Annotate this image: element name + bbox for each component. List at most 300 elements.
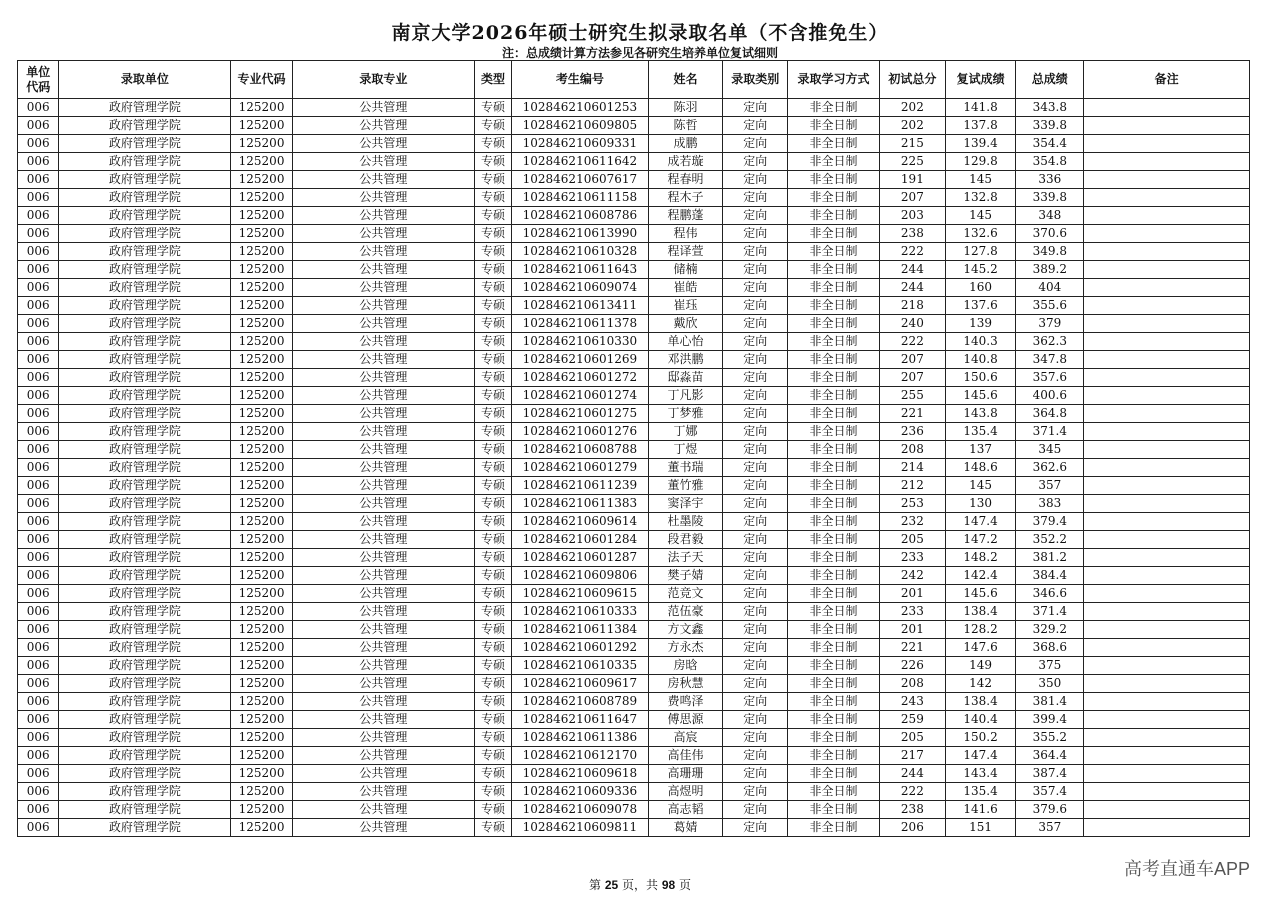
type-cell: 专硕 bbox=[474, 423, 511, 441]
exam-id-cell: 102846210608788 bbox=[512, 441, 648, 459]
type-cell: 专硕 bbox=[474, 99, 511, 117]
header-total-score: 总成绩 bbox=[1016, 61, 1084, 99]
unit-cell: 政府管理学院 bbox=[59, 477, 231, 495]
name-cell: 法子天 bbox=[648, 549, 723, 567]
total-page-number: 98 bbox=[661, 878, 676, 892]
remarks-cell bbox=[1084, 693, 1250, 711]
major-cell: 公共管理 bbox=[292, 189, 474, 207]
initial-score-cell: 203 bbox=[880, 207, 946, 225]
major-cell: 公共管理 bbox=[292, 531, 474, 549]
exam-id-cell: 102846210601279 bbox=[512, 459, 648, 477]
type-cell: 专硕 bbox=[474, 495, 511, 513]
unit-cell: 政府管理学院 bbox=[59, 117, 231, 135]
unit-code-cell: 006 bbox=[18, 675, 59, 693]
unit-code-cell: 006 bbox=[18, 387, 59, 405]
unit-code-cell: 006 bbox=[18, 171, 59, 189]
admit-category-cell: 定向 bbox=[723, 315, 788, 333]
name-cell: 房秋慧 bbox=[648, 675, 723, 693]
unit-cell: 政府管理学院 bbox=[59, 333, 231, 351]
initial-score-cell: 238 bbox=[880, 225, 946, 243]
table-row bbox=[18, 729, 1250, 747]
table-row bbox=[18, 801, 1250, 819]
table-header-row bbox=[18, 61, 1250, 99]
table-row bbox=[18, 495, 1250, 513]
major-cell: 公共管理 bbox=[292, 99, 474, 117]
exam-id-cell: 102846210609617 bbox=[512, 675, 648, 693]
remarks-cell bbox=[1084, 333, 1250, 351]
exam-id-cell: 102846210601272 bbox=[512, 369, 648, 387]
table-row bbox=[18, 351, 1250, 369]
table-row bbox=[18, 603, 1250, 621]
major-code-cell: 125200 bbox=[231, 207, 293, 225]
initial-score-cell: 222 bbox=[880, 783, 946, 801]
admit-category-cell: 定向 bbox=[723, 693, 788, 711]
type-cell: 专硕 bbox=[474, 225, 511, 243]
table-row bbox=[18, 333, 1250, 351]
table-row bbox=[18, 675, 1250, 693]
type-cell: 专硕 bbox=[474, 297, 511, 315]
total-score-cell: 357 bbox=[1016, 477, 1084, 495]
total-score-cell: 389.2 bbox=[1016, 261, 1084, 279]
study-mode-cell: 非全日制 bbox=[788, 567, 880, 585]
type-cell: 专硕 bbox=[474, 585, 511, 603]
table-row bbox=[18, 567, 1250, 585]
initial-score-cell: 226 bbox=[880, 657, 946, 675]
major-cell: 公共管理 bbox=[292, 585, 474, 603]
remarks-cell bbox=[1084, 531, 1250, 549]
footer-middle: 页，共 bbox=[618, 878, 662, 892]
study-mode-cell: 非全日制 bbox=[788, 117, 880, 135]
unit-code-cell: 006 bbox=[18, 657, 59, 675]
unit-code-cell: 006 bbox=[18, 117, 59, 135]
remarks-cell bbox=[1084, 99, 1250, 117]
exam-id-cell: 102846210608789 bbox=[512, 693, 648, 711]
admit-category-cell: 定向 bbox=[723, 711, 788, 729]
unit-cell: 政府管理学院 bbox=[59, 405, 231, 423]
unit-code-cell: 006 bbox=[18, 585, 59, 603]
major-code-cell: 125200 bbox=[231, 657, 293, 675]
document-note: 注：总成绩计算方法参见各研究生培养单位复试细则 bbox=[501, 46, 778, 60]
initial-score-cell: 232 bbox=[880, 513, 946, 531]
name-cell: 程译萱 bbox=[648, 243, 723, 261]
remarks-cell bbox=[1084, 585, 1250, 603]
retest-score-cell: 147.2 bbox=[945, 531, 1016, 549]
table-row bbox=[18, 549, 1250, 567]
remarks-cell bbox=[1084, 567, 1250, 585]
remarks-cell bbox=[1084, 675, 1250, 693]
name-cell: 费鸣泽 bbox=[648, 693, 723, 711]
unit-code-cell: 006 bbox=[18, 783, 59, 801]
exam-id-cell: 102846210611384 bbox=[512, 621, 648, 639]
unit-code-cell: 006 bbox=[18, 369, 59, 387]
admit-category-cell: 定向 bbox=[723, 621, 788, 639]
study-mode-cell: 非全日制 bbox=[788, 261, 880, 279]
study-mode-cell: 非全日制 bbox=[788, 657, 880, 675]
initial-score-cell: 255 bbox=[880, 387, 946, 405]
remarks-cell bbox=[1084, 495, 1250, 513]
remarks-cell bbox=[1084, 279, 1250, 297]
table-row bbox=[18, 261, 1250, 279]
page-footer bbox=[0, 876, 1280, 893]
unit-cell: 政府管理学院 bbox=[59, 801, 231, 819]
admit-category-cell: 定向 bbox=[723, 549, 788, 567]
major-code-cell: 125200 bbox=[231, 171, 293, 189]
study-mode-cell: 非全日制 bbox=[788, 729, 880, 747]
unit-cell: 政府管理学院 bbox=[59, 207, 231, 225]
major-cell: 公共管理 bbox=[292, 711, 474, 729]
table-row bbox=[18, 315, 1250, 333]
major-code-cell: 125200 bbox=[231, 279, 293, 297]
total-score-cell: 343.8 bbox=[1016, 99, 1084, 117]
study-mode-cell: 非全日制 bbox=[788, 225, 880, 243]
unit-code-cell: 006 bbox=[18, 243, 59, 261]
name-cell: 高宸 bbox=[648, 729, 723, 747]
total-score-cell: 364.8 bbox=[1016, 405, 1084, 423]
name-cell: 陈羽 bbox=[648, 99, 723, 117]
total-score-cell: 368.6 bbox=[1016, 639, 1084, 657]
name-cell: 丁煜 bbox=[648, 441, 723, 459]
major-cell: 公共管理 bbox=[292, 315, 474, 333]
type-cell: 专硕 bbox=[474, 261, 511, 279]
exam-id-cell: 102846210610335 bbox=[512, 657, 648, 675]
unit-cell: 政府管理学院 bbox=[59, 315, 231, 333]
total-score-cell: 400.6 bbox=[1016, 387, 1084, 405]
major-cell: 公共管理 bbox=[292, 801, 474, 819]
unit-code-cell: 006 bbox=[18, 207, 59, 225]
study-mode-cell: 非全日制 bbox=[788, 783, 880, 801]
type-cell: 专硕 bbox=[474, 477, 511, 495]
major-code-cell: 125200 bbox=[231, 711, 293, 729]
type-cell: 专硕 bbox=[474, 783, 511, 801]
study-mode-cell: 非全日制 bbox=[788, 603, 880, 621]
admit-category-cell: 定向 bbox=[723, 819, 788, 837]
study-mode-cell: 非全日制 bbox=[788, 549, 880, 567]
major-code-cell: 125200 bbox=[231, 549, 293, 567]
major-code-cell: 125200 bbox=[231, 675, 293, 693]
total-score-cell: 387.4 bbox=[1016, 765, 1084, 783]
exam-id-cell: 102846210609805 bbox=[512, 117, 648, 135]
major-cell: 公共管理 bbox=[292, 639, 474, 657]
unit-cell: 政府管理学院 bbox=[59, 297, 231, 315]
major-cell: 公共管理 bbox=[292, 747, 474, 765]
table-row bbox=[18, 765, 1250, 783]
remarks-cell bbox=[1084, 153, 1250, 171]
exam-id-cell: 102846210613411 bbox=[512, 297, 648, 315]
table-row bbox=[18, 657, 1250, 675]
remarks-cell bbox=[1084, 369, 1250, 387]
type-cell: 专硕 bbox=[474, 711, 511, 729]
total-score-cell: 364.4 bbox=[1016, 747, 1084, 765]
type-cell: 专硕 bbox=[474, 567, 511, 585]
initial-score-cell: 201 bbox=[880, 621, 946, 639]
table-row bbox=[18, 783, 1250, 801]
total-score-cell: 357.6 bbox=[1016, 369, 1084, 387]
major-cell: 公共管理 bbox=[292, 153, 474, 171]
initial-score-cell: 225 bbox=[880, 153, 946, 171]
retest-score-cell: 127.8 bbox=[945, 243, 1016, 261]
header-study-mode: 录取学习方式 bbox=[788, 61, 880, 99]
major-code-cell: 125200 bbox=[231, 261, 293, 279]
major-code-cell: 125200 bbox=[231, 729, 293, 747]
header-retest-score: 复试成绩 bbox=[945, 61, 1016, 99]
study-mode-cell: 非全日制 bbox=[788, 189, 880, 207]
major-code-cell: 125200 bbox=[231, 333, 293, 351]
major-cell: 公共管理 bbox=[292, 369, 474, 387]
remarks-cell bbox=[1084, 711, 1250, 729]
retest-score-cell: 128.2 bbox=[945, 621, 1016, 639]
total-score-cell: 339.8 bbox=[1016, 189, 1084, 207]
major-code-cell: 125200 bbox=[231, 369, 293, 387]
study-mode-cell: 非全日制 bbox=[788, 333, 880, 351]
major-code-cell: 125200 bbox=[231, 585, 293, 603]
unit-code-cell: 006 bbox=[18, 693, 59, 711]
table-row bbox=[18, 585, 1250, 603]
header-admit-category: 录取类别 bbox=[723, 61, 788, 99]
exam-id-cell: 102846210601284 bbox=[512, 531, 648, 549]
initial-score-cell: 244 bbox=[880, 765, 946, 783]
table-row bbox=[18, 369, 1250, 387]
initial-score-cell: 206 bbox=[880, 819, 946, 837]
major-cell: 公共管理 bbox=[292, 783, 474, 801]
retest-score-cell: 130 bbox=[945, 495, 1016, 513]
retest-score-cell: 142 bbox=[945, 675, 1016, 693]
major-cell: 公共管理 bbox=[292, 207, 474, 225]
type-cell: 专硕 bbox=[474, 135, 511, 153]
table-row bbox=[18, 117, 1250, 135]
name-cell: 方文鑫 bbox=[648, 621, 723, 639]
table-row bbox=[18, 207, 1250, 225]
initial-score-cell: 208 bbox=[880, 675, 946, 693]
admit-category-cell: 定向 bbox=[723, 369, 788, 387]
unit-code-cell: 006 bbox=[18, 477, 59, 495]
study-mode-cell: 非全日制 bbox=[788, 477, 880, 495]
total-score-cell: 370.6 bbox=[1016, 225, 1084, 243]
remarks-cell bbox=[1084, 135, 1250, 153]
study-mode-cell: 非全日制 bbox=[788, 423, 880, 441]
retest-score-cell: 138.4 bbox=[945, 603, 1016, 621]
major-code-cell: 125200 bbox=[231, 567, 293, 585]
remarks-cell bbox=[1084, 477, 1250, 495]
unit-cell: 政府管理学院 bbox=[59, 603, 231, 621]
major-cell: 公共管理 bbox=[292, 693, 474, 711]
unit-code-cell: 006 bbox=[18, 333, 59, 351]
type-cell: 专硕 bbox=[474, 459, 511, 477]
study-mode-cell: 非全日制 bbox=[788, 405, 880, 423]
exam-id-cell: 102846210611158 bbox=[512, 189, 648, 207]
initial-score-cell: 238 bbox=[880, 801, 946, 819]
name-cell: 房晗 bbox=[648, 657, 723, 675]
initial-score-cell: 240 bbox=[880, 315, 946, 333]
study-mode-cell: 非全日制 bbox=[788, 351, 880, 369]
major-cell: 公共管理 bbox=[292, 513, 474, 531]
study-mode-cell: 非全日制 bbox=[788, 585, 880, 603]
unit-code-cell: 006 bbox=[18, 765, 59, 783]
unit-code-cell: 006 bbox=[18, 711, 59, 729]
type-cell: 专硕 bbox=[474, 117, 511, 135]
exam-id-cell: 102846210611239 bbox=[512, 477, 648, 495]
major-code-cell: 125200 bbox=[231, 387, 293, 405]
name-cell: 高煜明 bbox=[648, 783, 723, 801]
initial-score-cell: 259 bbox=[880, 711, 946, 729]
admit-category-cell: 定向 bbox=[723, 153, 788, 171]
retest-score-cell: 129.8 bbox=[945, 153, 1016, 171]
unit-cell: 政府管理学院 bbox=[59, 549, 231, 567]
exam-id-cell: 102846210601276 bbox=[512, 423, 648, 441]
major-cell: 公共管理 bbox=[292, 459, 474, 477]
major-cell: 公共管理 bbox=[292, 423, 474, 441]
name-cell: 成若璇 bbox=[648, 153, 723, 171]
unit-cell: 政府管理学院 bbox=[59, 189, 231, 207]
initial-score-cell: 207 bbox=[880, 189, 946, 207]
total-score-cell: 399.4 bbox=[1016, 711, 1084, 729]
exam-id-cell: 102846210611642 bbox=[512, 153, 648, 171]
total-score-cell: 381.2 bbox=[1016, 549, 1084, 567]
major-cell: 公共管理 bbox=[292, 243, 474, 261]
initial-score-cell: 191 bbox=[880, 171, 946, 189]
remarks-cell bbox=[1084, 459, 1250, 477]
major-code-cell: 125200 bbox=[231, 693, 293, 711]
table-row bbox=[18, 225, 1250, 243]
table-row bbox=[18, 747, 1250, 765]
table-row bbox=[18, 243, 1250, 261]
major-cell: 公共管理 bbox=[292, 261, 474, 279]
major-code-cell: 125200 bbox=[231, 801, 293, 819]
unit-code-cell: 006 bbox=[18, 495, 59, 513]
document-title: 南京大学2026年硕士研究生拟录取名单（不含推免生） bbox=[391, 22, 889, 44]
name-cell: 范竞文 bbox=[648, 585, 723, 603]
retest-score-cell: 140.4 bbox=[945, 711, 1016, 729]
total-score-cell: 345 bbox=[1016, 441, 1084, 459]
unit-cell: 政府管理学院 bbox=[59, 369, 231, 387]
unit-code-cell: 006 bbox=[18, 405, 59, 423]
initial-score-cell: 236 bbox=[880, 423, 946, 441]
unit-code-cell: 006 bbox=[18, 549, 59, 567]
initial-score-cell: 217 bbox=[880, 747, 946, 765]
type-cell: 专硕 bbox=[474, 171, 511, 189]
major-code-cell: 125200 bbox=[231, 153, 293, 171]
major-cell: 公共管理 bbox=[292, 729, 474, 747]
retest-score-cell: 143.4 bbox=[945, 765, 1016, 783]
unit-code-cell: 006 bbox=[18, 639, 59, 657]
major-code-cell: 125200 bbox=[231, 819, 293, 837]
type-cell: 专硕 bbox=[474, 189, 511, 207]
table-row bbox=[18, 477, 1250, 495]
major-cell: 公共管理 bbox=[292, 567, 474, 585]
major-code-cell: 125200 bbox=[231, 495, 293, 513]
total-score-cell: 384.4 bbox=[1016, 567, 1084, 585]
remarks-cell bbox=[1084, 801, 1250, 819]
remarks-cell bbox=[1084, 225, 1250, 243]
retest-score-cell: 143.8 bbox=[945, 405, 1016, 423]
unit-code-cell: 006 bbox=[18, 441, 59, 459]
remarks-cell bbox=[1084, 621, 1250, 639]
initial-score-cell: 215 bbox=[880, 135, 946, 153]
major-cell: 公共管理 bbox=[292, 225, 474, 243]
type-cell: 专硕 bbox=[474, 765, 511, 783]
retest-score-cell: 142.4 bbox=[945, 567, 1016, 585]
total-score-cell: 336 bbox=[1016, 171, 1084, 189]
retest-score-cell: 150.2 bbox=[945, 729, 1016, 747]
major-code-cell: 125200 bbox=[231, 621, 293, 639]
unit-cell: 政府管理学院 bbox=[59, 441, 231, 459]
major-code-cell: 125200 bbox=[231, 531, 293, 549]
major-cell: 公共管理 bbox=[292, 279, 474, 297]
table-row bbox=[18, 153, 1250, 171]
remarks-cell bbox=[1084, 405, 1250, 423]
retest-score-cell: 137 bbox=[945, 441, 1016, 459]
exam-id-cell: 102846210609615 bbox=[512, 585, 648, 603]
header-initial-score: 初试总分 bbox=[880, 61, 946, 99]
major-code-cell: 125200 bbox=[231, 747, 293, 765]
study-mode-cell: 非全日制 bbox=[788, 369, 880, 387]
total-score-cell: 362.3 bbox=[1016, 333, 1084, 351]
unit-cell: 政府管理学院 bbox=[59, 783, 231, 801]
type-cell: 专硕 bbox=[474, 153, 511, 171]
type-cell: 专硕 bbox=[474, 387, 511, 405]
unit-code-cell: 006 bbox=[18, 153, 59, 171]
major-code-cell: 125200 bbox=[231, 297, 293, 315]
name-cell: 窦泽宇 bbox=[648, 495, 723, 513]
retest-score-cell: 149 bbox=[945, 657, 1016, 675]
table-row bbox=[18, 189, 1250, 207]
unit-code-cell: 006 bbox=[18, 801, 59, 819]
major-code-cell: 125200 bbox=[231, 189, 293, 207]
unit-cell: 政府管理学院 bbox=[59, 567, 231, 585]
retest-score-cell: 139.4 bbox=[945, 135, 1016, 153]
initial-score-cell: 202 bbox=[880, 117, 946, 135]
major-code-cell: 125200 bbox=[231, 405, 293, 423]
unit-cell: 政府管理学院 bbox=[59, 261, 231, 279]
retest-score-cell: 148.6 bbox=[945, 459, 1016, 477]
type-cell: 专硕 bbox=[474, 747, 511, 765]
remarks-cell bbox=[1084, 729, 1250, 747]
retest-score-cell: 141.8 bbox=[945, 99, 1016, 117]
total-score-cell: 346.6 bbox=[1016, 585, 1084, 603]
remarks-cell bbox=[1084, 315, 1250, 333]
unit-cell: 政府管理学院 bbox=[59, 711, 231, 729]
remarks-cell bbox=[1084, 783, 1250, 801]
type-cell: 专硕 bbox=[474, 315, 511, 333]
retest-score-cell: 135.4 bbox=[945, 423, 1016, 441]
header-major-code: 专业代码 bbox=[231, 61, 293, 99]
exam-id-cell: 102846210601253 bbox=[512, 99, 648, 117]
exam-id-cell: 102846210609806 bbox=[512, 567, 648, 585]
table-row bbox=[18, 297, 1250, 315]
remarks-cell bbox=[1084, 549, 1250, 567]
major-cell: 公共管理 bbox=[292, 351, 474, 369]
table-body bbox=[18, 99, 1250, 837]
unit-code-cell: 006 bbox=[18, 513, 59, 531]
major-cell: 公共管理 bbox=[292, 387, 474, 405]
table-row bbox=[18, 387, 1250, 405]
header-type: 类型 bbox=[474, 61, 511, 99]
name-cell: 高佳伟 bbox=[648, 747, 723, 765]
type-cell: 专硕 bbox=[474, 675, 511, 693]
name-cell: 成鹏 bbox=[648, 135, 723, 153]
exam-id-cell: 102846210601274 bbox=[512, 387, 648, 405]
major-cell: 公共管理 bbox=[292, 621, 474, 639]
name-cell: 樊子婧 bbox=[648, 567, 723, 585]
admission-table bbox=[17, 60, 1250, 837]
admit-category-cell: 定向 bbox=[723, 225, 788, 243]
admit-category-cell: 定向 bbox=[723, 333, 788, 351]
table-row bbox=[18, 513, 1250, 531]
total-score-cell: 348 bbox=[1016, 207, 1084, 225]
unit-code-cell: 006 bbox=[18, 297, 59, 315]
exam-id-cell: 102846210609331 bbox=[512, 135, 648, 153]
admit-category-cell: 定向 bbox=[723, 297, 788, 315]
remarks-cell bbox=[1084, 117, 1250, 135]
